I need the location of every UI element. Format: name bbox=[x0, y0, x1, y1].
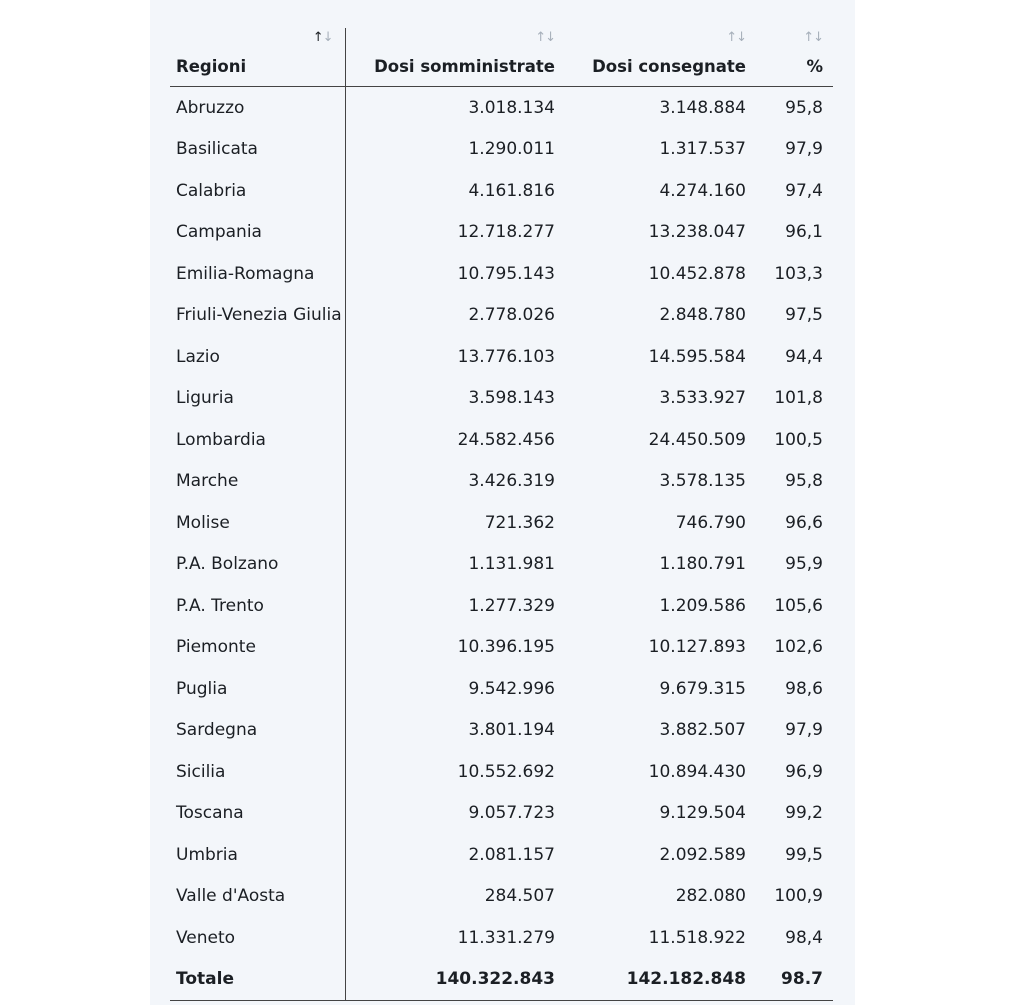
cell-administered: 1.131.981 bbox=[468, 554, 555, 575]
cell-percent: 102,6 bbox=[774, 637, 823, 658]
cell-delivered: 9.679.315 bbox=[659, 678, 746, 699]
cell-region: Sardegna bbox=[170, 710, 345, 752]
column-header-label: Regioni bbox=[176, 57, 247, 76]
table-row bbox=[170, 585, 833, 627]
table-row bbox=[170, 378, 833, 420]
cell-administered: 9.057.723 bbox=[468, 803, 555, 824]
cell-administered: 2.778.026 bbox=[468, 305, 555, 326]
total-row bbox=[170, 959, 833, 1001]
cell-region: Piemonte bbox=[170, 627, 345, 669]
table-row bbox=[170, 834, 833, 876]
cell-percent: 105,6 bbox=[774, 595, 823, 616]
sort-icon[interactable]: ↑↓ bbox=[535, 30, 555, 45]
cell-region: Campania bbox=[170, 212, 345, 254]
table-row bbox=[170, 419, 833, 461]
total-administered: 140.322.843 bbox=[345, 959, 565, 1001]
column-header-label: Dosi somministrate bbox=[374, 57, 555, 76]
cell-administered: 4.161.816 bbox=[468, 180, 555, 201]
cell-administered: 3.801.194 bbox=[468, 720, 555, 741]
cell-percent: 99,5 bbox=[785, 844, 823, 865]
cell-region: Puglia bbox=[170, 668, 345, 710]
column-header-percent[interactable] bbox=[756, 28, 833, 87]
cell-delivered: 3.882.507 bbox=[659, 720, 746, 741]
cell-percent: 101,8 bbox=[774, 388, 823, 409]
cell-percent: 100,5 bbox=[774, 429, 823, 450]
cell-region: Basilicata bbox=[170, 129, 345, 171]
cell-administered: 10.396.195 bbox=[457, 637, 555, 658]
cell-administered: 9.542.996 bbox=[468, 678, 555, 699]
table-row bbox=[170, 87, 833, 129]
cell-administered: 24.582.456 bbox=[457, 429, 555, 450]
table-row bbox=[170, 170, 833, 212]
cell-delivered: 3.578.135 bbox=[659, 471, 746, 492]
cell-region: Lombardia bbox=[170, 419, 345, 461]
cell-delivered: 10.452.878 bbox=[648, 263, 746, 284]
table-row bbox=[170, 876, 833, 918]
table-row bbox=[170, 793, 833, 835]
cell-region: Molise bbox=[170, 502, 345, 544]
cell-region: Marche bbox=[170, 461, 345, 503]
table-row bbox=[170, 668, 833, 710]
table-header-row bbox=[170, 28, 833, 87]
cell-percent: 100,9 bbox=[774, 886, 823, 907]
cell-region: Lazio bbox=[170, 336, 345, 378]
table-row bbox=[170, 295, 833, 337]
cell-percent: 96,6 bbox=[785, 512, 823, 533]
cell-delivered: 2.848.780 bbox=[659, 305, 746, 326]
cell-delivered: 1.180.791 bbox=[659, 554, 746, 575]
cell-delivered: 746.790 bbox=[675, 512, 746, 533]
cell-percent: 95,8 bbox=[785, 471, 823, 492]
cell-administered: 721.362 bbox=[484, 512, 555, 533]
cell-administered: 3.426.319 bbox=[468, 471, 555, 492]
regional-doses-table bbox=[170, 28, 833, 1001]
cell-percent: 98,4 bbox=[785, 927, 823, 948]
cell-percent: 95,8 bbox=[785, 97, 823, 118]
table-row bbox=[170, 751, 833, 793]
cell-percent: 94,4 bbox=[785, 346, 823, 367]
cell-administered: 3.018.134 bbox=[468, 97, 555, 118]
cell-administered: 10.795.143 bbox=[457, 263, 555, 284]
cell-administered: 284.507 bbox=[484, 886, 555, 907]
cell-percent: 97,9 bbox=[785, 720, 823, 741]
table-row bbox=[170, 129, 833, 171]
table-row bbox=[170, 253, 833, 295]
column-header-label: % bbox=[806, 57, 823, 76]
table-row bbox=[170, 336, 833, 378]
cell-delivered: 1.209.586 bbox=[659, 595, 746, 616]
cell-region: Emilia-Romagna bbox=[170, 253, 345, 295]
cell-delivered: 2.092.589 bbox=[659, 844, 746, 865]
cell-percent: 96,1 bbox=[785, 222, 823, 243]
column-header-dosi-somministrate[interactable] bbox=[345, 28, 565, 87]
cell-region: Abruzzo bbox=[170, 87, 345, 129]
cell-region: Liguria bbox=[170, 378, 345, 420]
cell-percent: 97,9 bbox=[785, 139, 823, 160]
cell-region: Calabria bbox=[170, 170, 345, 212]
table-row bbox=[170, 627, 833, 669]
cell-delivered: 9.129.504 bbox=[659, 803, 746, 824]
cell-region: Veneto bbox=[170, 917, 345, 959]
cell-percent: 95,9 bbox=[785, 554, 823, 575]
table-row bbox=[170, 710, 833, 752]
cell-region: Umbria bbox=[170, 834, 345, 876]
cell-administered: 1.290.011 bbox=[468, 139, 555, 160]
table-row bbox=[170, 502, 833, 544]
total-delivered: 142.182.848 bbox=[565, 959, 756, 1001]
cell-delivered: 1.317.537 bbox=[659, 139, 746, 160]
cell-delivered: 24.450.509 bbox=[648, 429, 746, 450]
total-percent: 98.7 bbox=[756, 959, 833, 1001]
column-header-regioni[interactable] bbox=[170, 28, 345, 87]
cell-delivered: 3.148.884 bbox=[659, 97, 746, 118]
cell-region: Friuli-Venezia Giulia bbox=[170, 295, 345, 337]
cell-delivered: 13.238.047 bbox=[648, 222, 746, 243]
cell-region: Toscana bbox=[170, 793, 345, 835]
cell-delivered: 282.080 bbox=[675, 886, 746, 907]
cell-region: Sicilia bbox=[170, 751, 345, 793]
cell-administered: 13.776.103 bbox=[457, 346, 555, 367]
cell-administered: 3.598.143 bbox=[468, 388, 555, 409]
cell-delivered: 11.518.922 bbox=[648, 927, 746, 948]
cell-administered: 11.331.279 bbox=[457, 927, 555, 948]
cell-percent: 97,4 bbox=[785, 180, 823, 201]
column-header-dosi-consegnate[interactable] bbox=[565, 28, 756, 87]
table-row bbox=[170, 212, 833, 254]
sort-icon[interactable]: ↑↓ bbox=[726, 30, 746, 45]
table-row bbox=[170, 917, 833, 959]
cell-delivered: 10.894.430 bbox=[648, 761, 746, 782]
cell-region: P.A. Trento bbox=[170, 585, 345, 627]
cell-percent: 99,2 bbox=[785, 803, 823, 824]
column-header-label: Dosi consegnate bbox=[592, 57, 746, 76]
cell-percent: 97,5 bbox=[785, 305, 823, 326]
cell-delivered: 3.533.927 bbox=[659, 388, 746, 409]
cell-percent: 103,3 bbox=[774, 263, 823, 284]
cell-delivered: 10.127.893 bbox=[648, 637, 746, 658]
sort-icon[interactable]: ↑↓ bbox=[803, 30, 823, 45]
cell-administered: 1.277.329 bbox=[468, 595, 555, 616]
cell-administered: 2.081.157 bbox=[468, 844, 555, 865]
cell-percent: 96,9 bbox=[785, 761, 823, 782]
cell-administered: 12.718.277 bbox=[457, 222, 555, 243]
cell-region: P.A. Bolzano bbox=[170, 544, 345, 586]
cell-administered: 10.552.692 bbox=[457, 761, 555, 782]
cell-region: Valle d'Aosta bbox=[170, 876, 345, 918]
cell-delivered: 14.595.584 bbox=[648, 346, 746, 367]
table-row bbox=[170, 461, 833, 503]
cell-delivered: 4.274.160 bbox=[659, 180, 746, 201]
sort-icon[interactable]: ↑↓ bbox=[312, 30, 333, 45]
table-row bbox=[170, 544, 833, 586]
cell-percent: 98,6 bbox=[785, 678, 823, 699]
total-label: Totale bbox=[170, 959, 345, 1001]
